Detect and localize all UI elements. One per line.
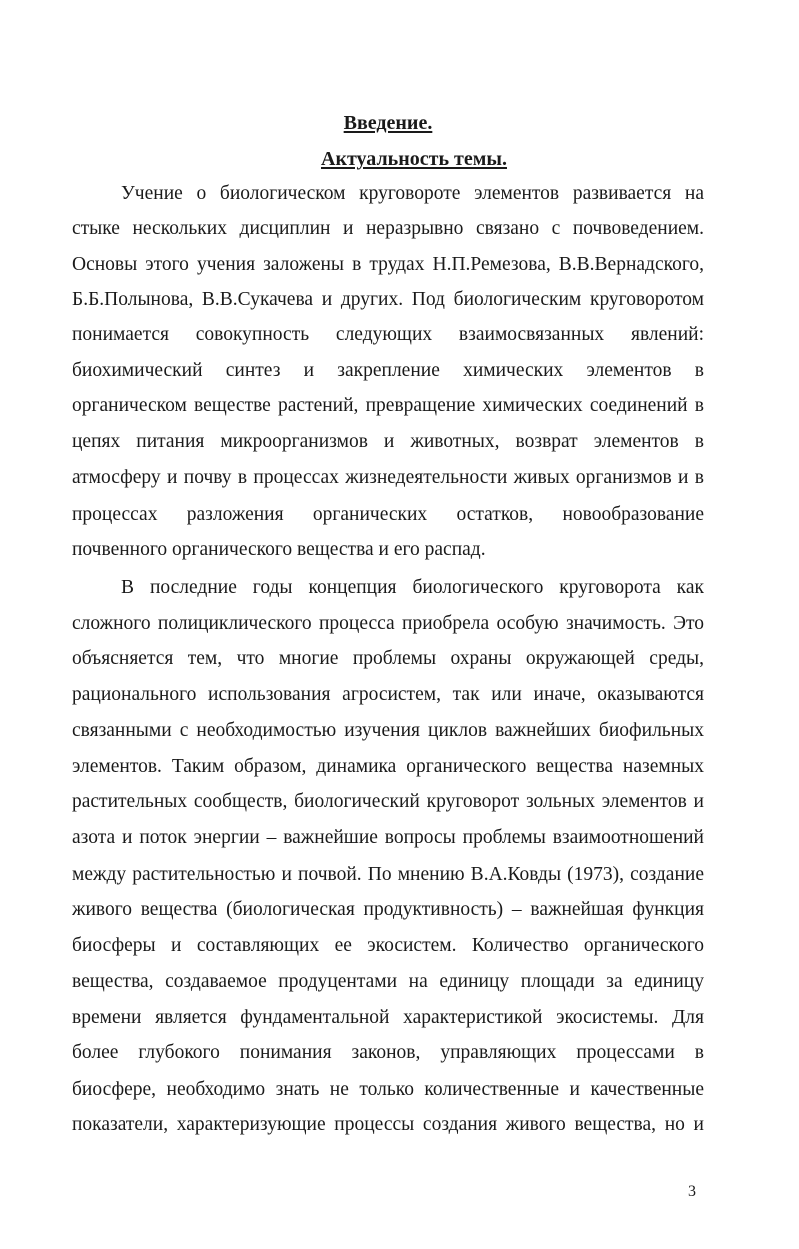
- page-number: 3: [688, 1183, 696, 1200]
- text-line: связанными с необходимостью изучения циклов важнейших биофильных: [72, 720, 704, 741]
- text-line: времени является фундаментальной характеристикой экосистемы. Для: [72, 1007, 704, 1028]
- text-line: живого вещества (биологическая продуктивность) – важнейшая функция: [72, 899, 704, 920]
- section-subtitle: Актуальность темы.: [321, 148, 507, 170]
- text-line: элементов. Таким образом, динамика органического вещества наземных: [72, 756, 704, 777]
- text-line: понимается совокупность следующих взаимосвязанных явлений:: [72, 324, 704, 345]
- text-line: биосфере, необходимо знать не только количественные и качественные: [72, 1079, 704, 1100]
- text-line: Учение о биологическом круговороте элементов развивается на: [121, 183, 704, 204]
- text-line: Основы этого учения заложены в трудах Н.П.Ремезова, В.В.Вернадского,: [72, 254, 704, 275]
- text-line: биосферы и составляющих ее экосистем. Количество органического: [72, 935, 704, 956]
- text-line: цепях питания микроорганизмов и животных, возврат элементов в: [72, 431, 704, 452]
- text-line: стыке нескольких дисциплин и неразрывно связано с почвоведением.: [72, 218, 704, 239]
- text-line: сложного полициклического процесса приобрела особую значимость. Это: [72, 613, 704, 634]
- text-line: более глубокого понимания законов, управляющих процессами в: [72, 1042, 704, 1063]
- text-line: между растительностью и почвой. По мнению В.А.Ковды (1973), создание: [72, 864, 704, 885]
- text-line: биохимический синтез и закрепление химических элементов в: [72, 360, 704, 381]
- text-line: Б.Б.Полынова, В.В.Сукачева и других. Под биологическим круговоротом: [72, 289, 704, 310]
- text-line: рационального использования агросистем, так или иначе, оказываются: [72, 684, 704, 705]
- section-title: Введение.: [343, 112, 433, 134]
- text-line: органическом веществе растений, превращение химических соединений в: [72, 395, 704, 416]
- text-line: процессах разложения органических остатков, новообразование: [72, 504, 704, 525]
- text-line: азота и поток энергии – важнейшие вопросы проблемы взаимоотношений: [72, 827, 704, 848]
- text-line: растительных сообществ, биологический круговорот зольных элементов и: [72, 791, 704, 812]
- text-line: В последние годы концепция биологического круговорота как: [121, 577, 704, 598]
- text-line: почвенного органического вещества и его распад.: [72, 539, 486, 560]
- text-line: показатели, характеризующие процессы создания живого вещества, но и: [72, 1114, 704, 1135]
- text-line: атмосферу и почву в процессах жизнедеятельности живых организмов и в: [72, 467, 704, 488]
- text-line: вещества, создаваемое продуцентами на единицу площади за единицу: [72, 971, 704, 992]
- text-line: объясняется тем, что многие проблемы охраны окружающей среды,: [72, 648, 704, 669]
